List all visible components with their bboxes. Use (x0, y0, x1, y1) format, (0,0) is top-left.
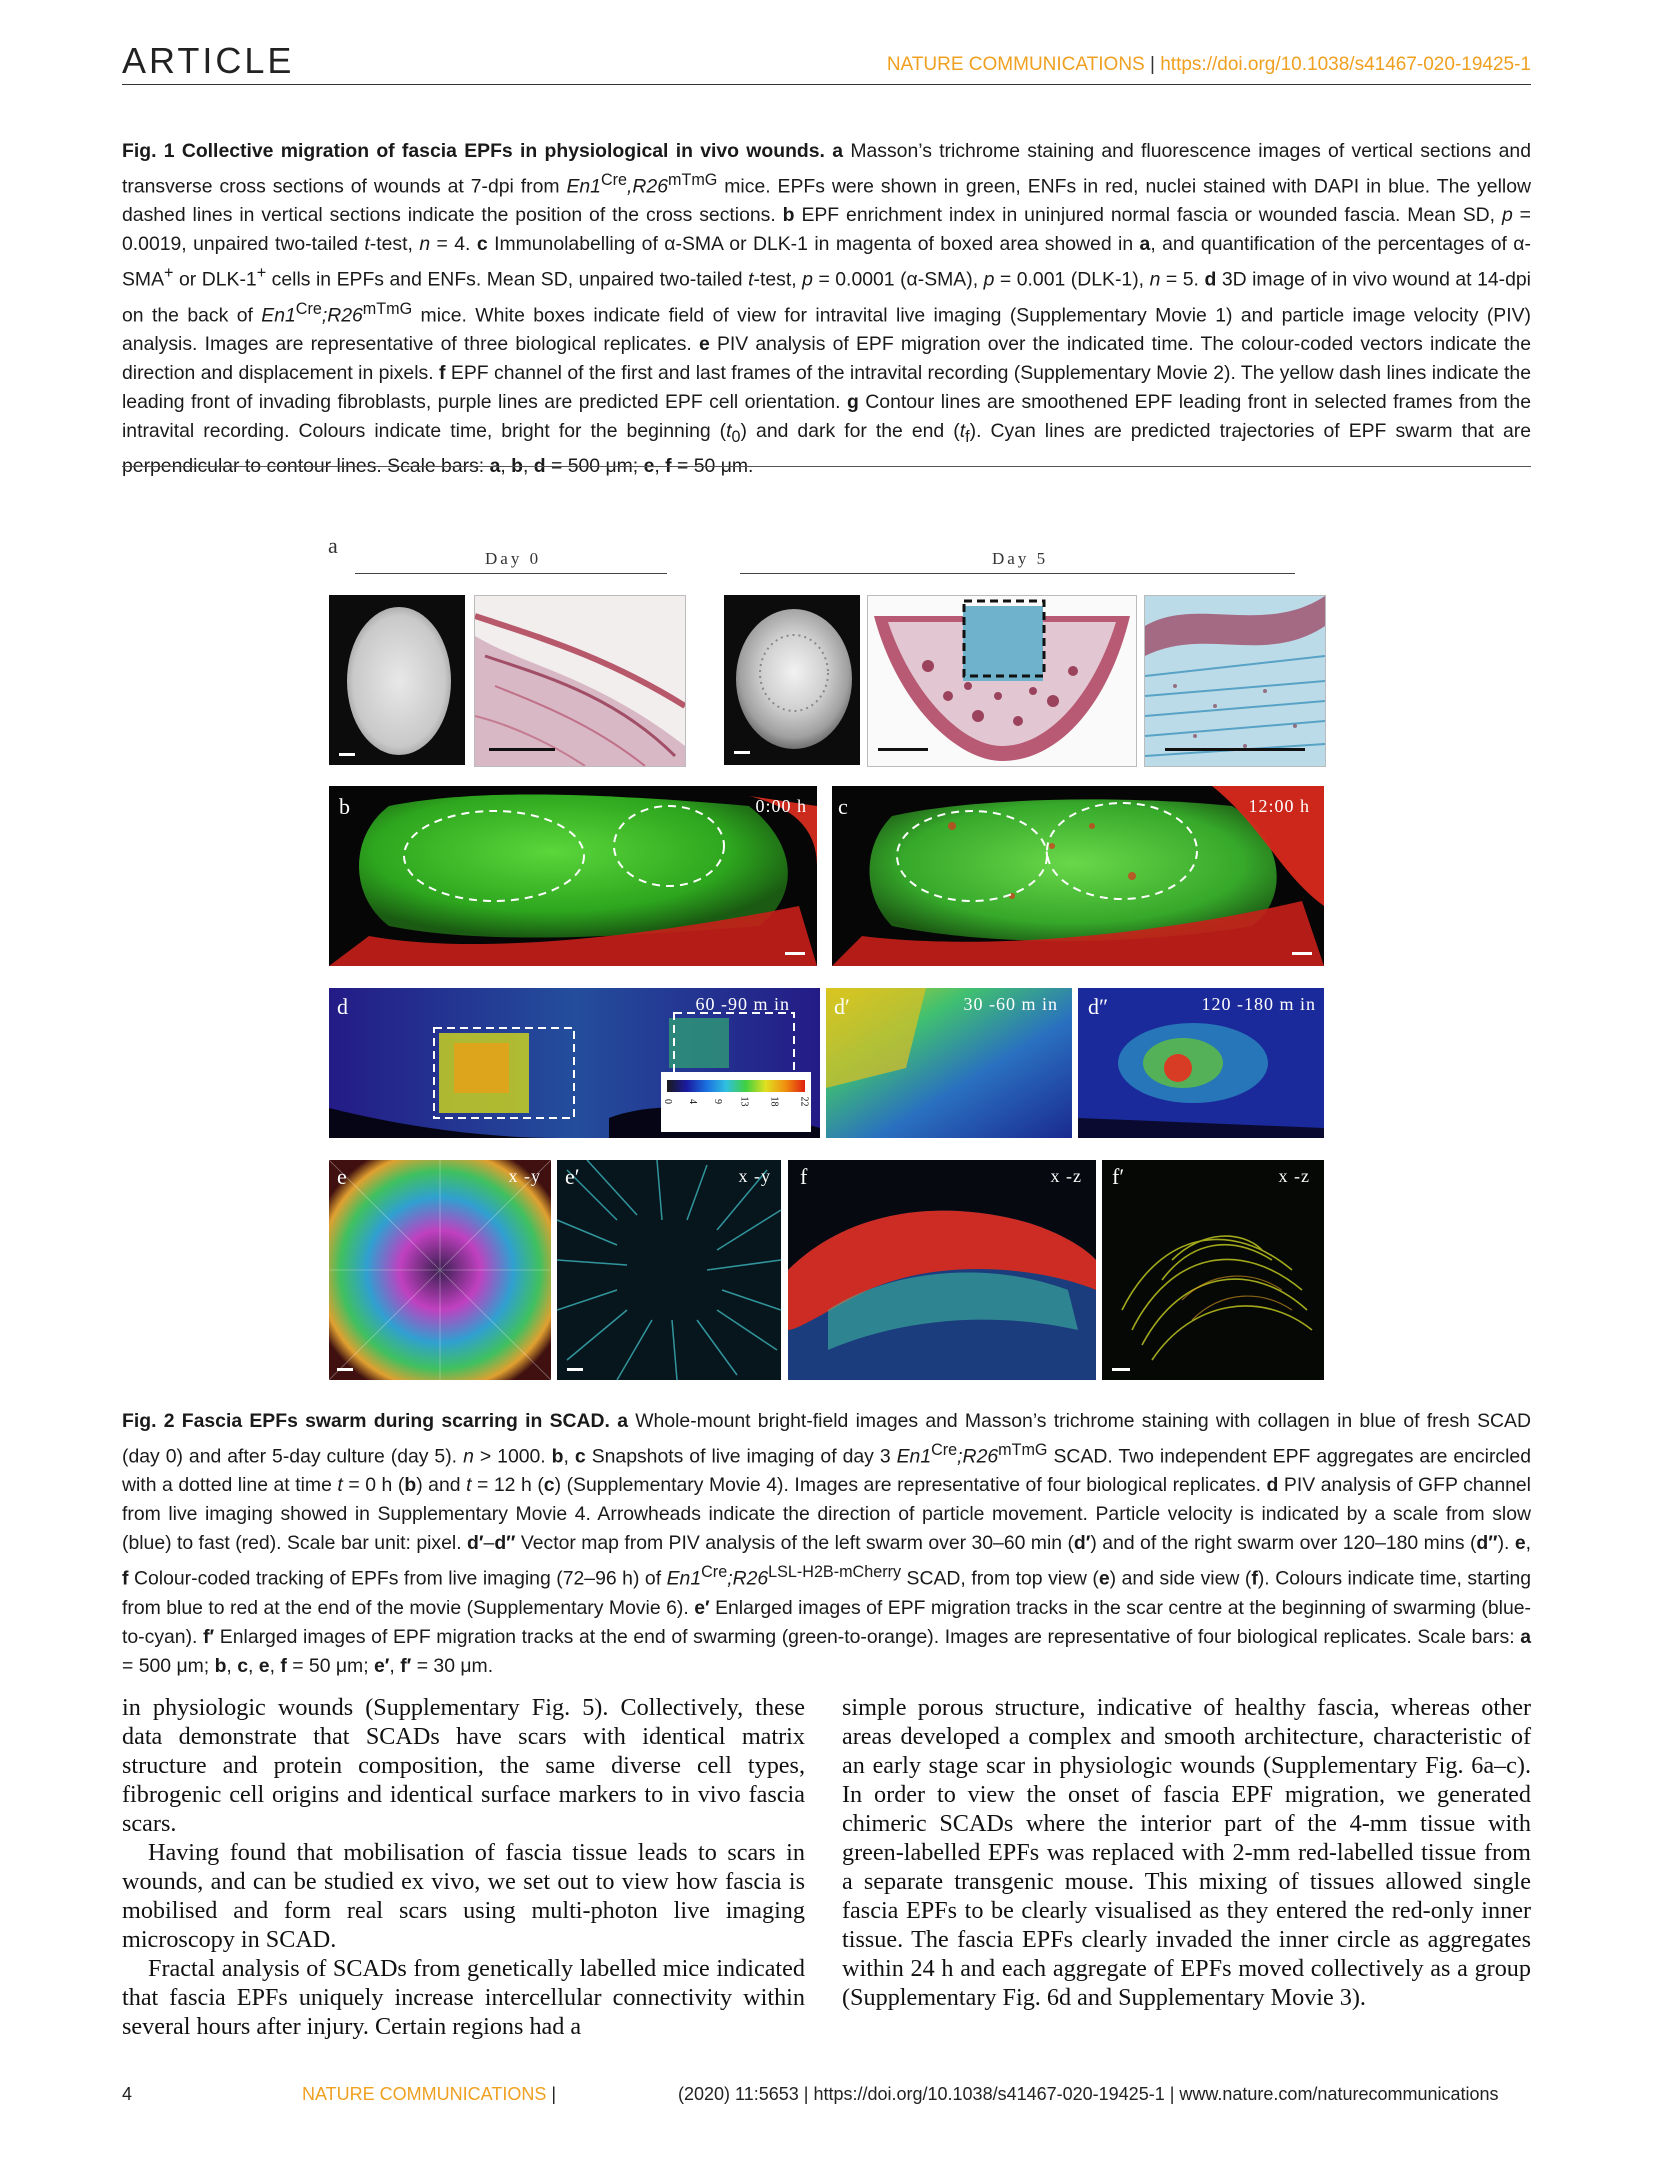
paragraph: in physiologic wounds (Supplementary Fig. 5). Collectively, these data demonstrate that SCADs have scars with identical matrix structure and protein composition, the same diverse cell types, fibrogenic cell origins and identical surface markers to in vivo fascia scars. (122, 1694, 805, 1837)
view-label-f1: x -z (1278, 1166, 1310, 1186)
scale-bar (1112, 1368, 1130, 1371)
view-label-e1: x -y (738, 1166, 771, 1186)
timestamp-b: 0:00 h (755, 796, 807, 816)
scale-bar (1165, 748, 1305, 751)
page-number: 4 (122, 2084, 133, 2104)
tick-label: 22 (798, 1096, 810, 1107)
body-left-column (122, 1693, 805, 2041)
scale-bar (785, 952, 805, 955)
section-label: ARTICLE (122, 40, 295, 81)
velocity-colorbar (667, 1080, 805, 1092)
scale-bar (337, 1368, 353, 1371)
panel-label-d2: d″ (1088, 994, 1109, 1019)
body-right-column (842, 1693, 1531, 2012)
footer-doi-link[interactable]: | https://doi.org/10.1038/s41467-020-19425-1 | www.nature.com/naturecommunications (798, 2084, 1499, 2104)
panel-label-a: a (328, 533, 338, 558)
footer-volume: (2020) 11:5653 (678, 2084, 799, 2104)
panel-a-trichrome-day0 (474, 595, 686, 767)
panel-a-trichrome-day5 (867, 595, 1137, 767)
tick-label: 18 (768, 1096, 780, 1107)
journal-name: NATURE COMMUNICATIONS (886, 54, 1145, 75)
panel-label-b: b (339, 794, 350, 819)
tracks-enlarged-green-orange-image (1102, 1160, 1324, 1380)
timestamp-d2: 120 -180 m in (1201, 994, 1316, 1014)
tick-label: 4 (686, 1099, 698, 1104)
scale-bar (567, 1368, 583, 1371)
scale-bar (734, 751, 750, 754)
paragraph: simple porous structure, indicative of healthy fascia, whereas other areas developed a complex and smooth architecture, characteristic of an early stage scar in physiologic wounds (Supplementary Fig. 6a–c). In order to view the onset of fascia EPF migration, we generated chimeric SCADs where the interior part of the 4-mm tissue with green-labelled EPFs was replaced with 2-mm red-labelled tissue from a separate transgenic mouse. This mixing of tissues allowed single fascia EPFs to be clearly visualised as they entered the red-only inner tissue. The fascia EPFs clearly invaded the inner circle as aggregates within 24 h and each aggregate of EPFs moved collectively as a group (Supplementary Fig. 6d and Supplementary Movie 3). (842, 1694, 1531, 2011)
tracking-top-view-image (329, 1160, 551, 1380)
panel-d1-piv-left (826, 988, 1072, 1138)
panel-b-live-0h (329, 786, 817, 966)
paragraph: Having found that mobilisation of fascia tissue leads to scars in wounds, and can be studied ex vivo, we set out to view how fascia is mobilised and form real scars using multi-photon live imaging microscopy in SCAD. (122, 1839, 805, 1953)
panel-label-d1: d′ (834, 994, 850, 1019)
day0-label: Day 0 (485, 549, 542, 568)
wholemount-day5-image (724, 595, 860, 765)
timestamp-d1: 30 -60 m in (963, 994, 1058, 1014)
day5-rule (740, 573, 1295, 574)
tick-label: 13 (738, 1096, 750, 1107)
velocity-scale-legend (661, 1072, 811, 1132)
header-doi-link[interactable]: https://doi.org/10.1038/s41467-020-19425-1 (1160, 54, 1531, 75)
wholemount-day0-image (329, 595, 465, 765)
live-imaging-0h-image (329, 786, 817, 966)
timestamp-c: 12:00 h (1248, 796, 1310, 816)
panel-a-enlarged-collagen (1144, 595, 1326, 767)
trichrome-day0-image (475, 596, 685, 766)
panel-label-c: c (838, 794, 848, 819)
tracks-enlarged-blue-cyan-image (557, 1160, 781, 1380)
panel-a-wholemount-day5 (724, 595, 860, 765)
day5-label: Day 5 (992, 549, 1049, 568)
scale-bar (489, 748, 555, 751)
scale-bar (1292, 952, 1312, 955)
panel-label-e: e (337, 1164, 347, 1189)
panel-label-f: f (800, 1164, 808, 1189)
day0-rule (355, 573, 667, 574)
panel-f-tracking-side (788, 1160, 1096, 1380)
panel-label-f1: f′ (1112, 1164, 1125, 1189)
panel-label-e1: e′ (565, 1164, 580, 1189)
paragraph: Fractal analysis of SCADs from genetically labelled mice indicated that fascia EPFs uniquely increase intercellular connectivity within several hours after injury. Certain regions had a (122, 1955, 805, 2040)
view-label-e: x -y (508, 1166, 541, 1186)
header-separator: | (1144, 54, 1161, 75)
panel-a-wholemount-day0 (329, 595, 465, 765)
panel-d2-piv-right (1078, 988, 1324, 1138)
collagen-enlarged-image (1145, 596, 1325, 766)
view-label-f: x -z (1050, 1166, 1082, 1186)
scale-bar (878, 748, 928, 751)
panel-d-piv-map (329, 988, 820, 1138)
tick-label: 0 (662, 1099, 673, 1104)
footer-links (678, 2084, 1499, 2105)
footer-journal: NATURE COMMUNICATIONS (302, 2084, 547, 2104)
fig2-caption: Fig. 2 Fascia EPFs swarm during scarring in SCAD. a Whole-mount bright-field images and Masson’s trichrome staining with collagen in blue of fresh SCAD (day 0) and after 5-day culture (day 5). n > 1000. b, c Snapshots of live imaging of day 3 $En1^{Cre};R26^{mTmG}$ SCAD. Two independent EPF aggregates are encircled with a dotted line at time t = 0 h (b) and t = 12 h (c) (Supplementary Movie 4). Images are representative of four biological replicates. d PIV analysis of GFP channel from live imaging showed in Supplementary Movie 4. Arrowheads indicate the direction of particle movement. Particle velocity is indicated by a scale from slow (blue) to fast (red). Scale bar unit: pixel. d′–d″ Vector map from PIV analysis of the left swarm over 30–60 min (d′) and of the right swarm over 120–180 mins (d″). e, f Colour-coded tracking of EPFs from live imaging (72–96 h) of $En1^{Cre};R26^{LSL-H2B-mCherry}$ SCAD, from top view (e) and side view (f). Colours indicate time, starting from blue to red at the end of the movie (Supplementary Movie 6). e′ Enlarged images of EPF migration tracks in the scar centre at the beginning of swarming (blue-to-cyan). f′ Enlarged images of EPF migration tracks at the end of swarming (green-to-orange). Images are representative of four biological replicates. Scale bars: a = 500 μm; b, c, e, f = 50 μm; e′, f′ = 30 μm. (122, 1410, 1532, 1677)
panel-f1-tracks-enlarged (1102, 1160, 1324, 1380)
panel-c-live-12h (832, 786, 1324, 966)
velocity-ticks (662, 1096, 810, 1107)
tick-label: 9 (711, 1099, 723, 1104)
tracking-side-view-image (788, 1160, 1096, 1380)
panel-e1-tracks-enlarged (557, 1160, 781, 1380)
scale-bar (339, 753, 355, 756)
panel-e-tracking-top (329, 1160, 551, 1380)
trichrome-day5-image (868, 596, 1136, 766)
footer-citation (302, 2084, 556, 2105)
footer-bar: | (546, 2084, 557, 2104)
timestamp-d: 60 -90 m in (695, 994, 790, 1014)
panel-label-d: d (337, 994, 348, 1019)
fig1-caption: Fig. 1 Collective migration of fascia EPFs in physiological in vivo wounds. a Masson’s trichrome staining and fluorescence images of vertical sections and transverse cross sections of wounds at 7-dpi from $En1^{Cre},R26^{mTmG}$ mice. EPFs were shown in green, ENFs in red, nuclei stained with DAPI in blue. The yellow dashed lines in vertical sections indicate the position of the cross sections. b EPF enrichment index in uninjured normal fascia or wounded fascia. Mean SD, p = 0.0019, unpaired two-tailed t-test, n = 4. c Immunolabelling of α-SMA or DLK-1 in magenta of boxed area showed in a, and quantification of the percentages of α-SMA+ or DLK-1+ cells in EPFs and ENFs. Mean SD, unpaired two-tailed t-test, p = 0.0001 (α-SMA), p = 0.001 (DLK-1), n = 5. d 3D image of in vivo wound at 14-dpi on the back of $En1^{Cre};R26^{mTmG}$ mice. White boxes indicate field of view for intravital live imaging (Supplementary Movie 1) and particle image velocity (PIV) analysis. Images are representative of three biological replicates. e PIV analysis of EPF migration over the indicated time. The colour-coded vectors indicate the direction and displacement in pixels. f EPF channel of the first and last frames of the intravital recording (Supplementary Movie 2). The yellow dash lines indicate the leading front of invading fibroblasts, purple lines are predicted EPF cell orientation. g Contour lines are smoothened EPF leading front in selected frames from the intravital recording. Colours indicate time, bright for the beginning $(t_0)$ and dark for the end $(t_f)$. Cyan lines are predicted trajectories of EPF swarm that are perpendicular to contour lines. Scale bars: a, b, d = 500 μm; e, f = 50 μm. (122, 140, 1532, 478)
